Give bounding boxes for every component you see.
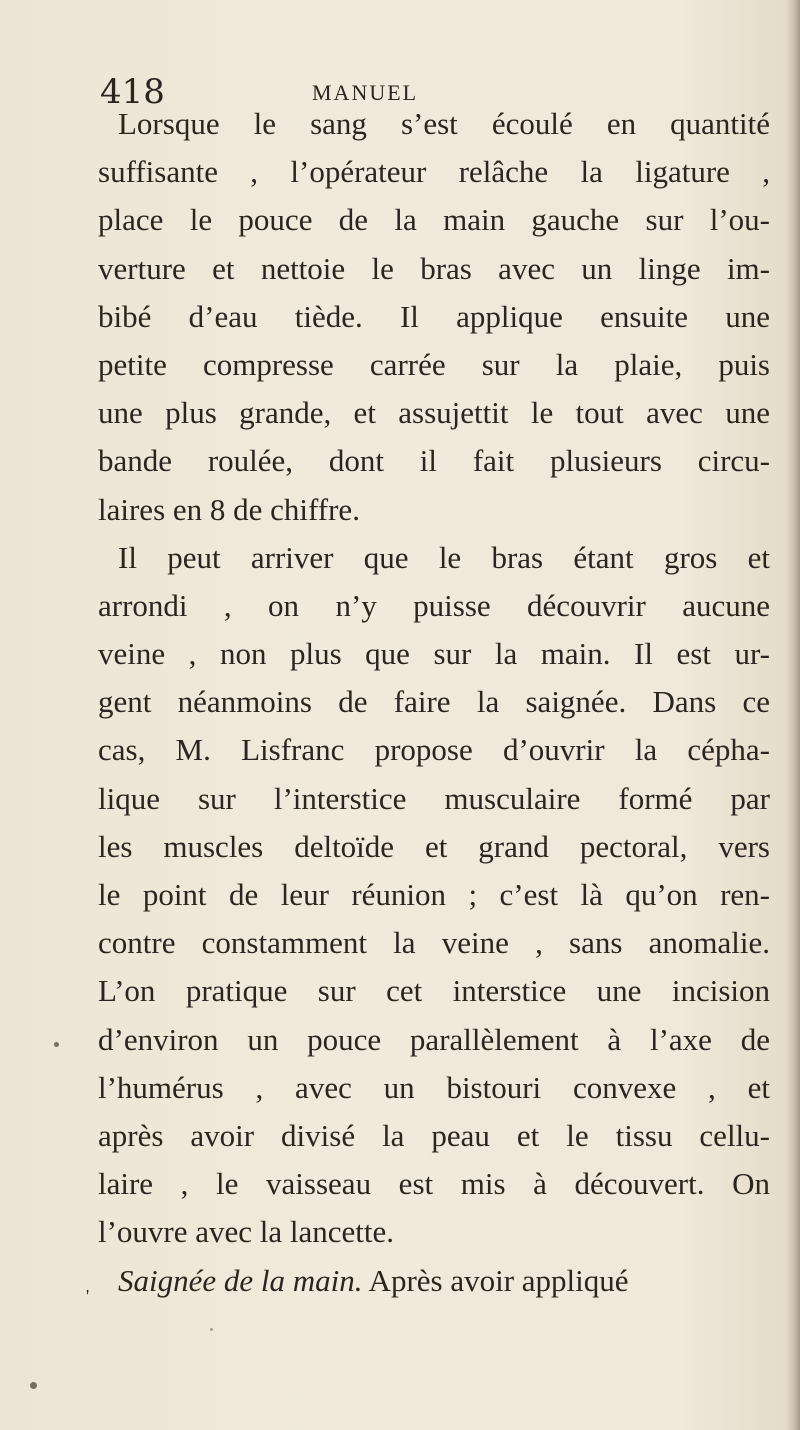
text-line: arrondi , on n’y puisse découvrir aucune	[98, 587, 770, 623]
text-line: Il peut arriver que le bras étant gros et	[118, 539, 770, 575]
text-line: les muscles deltoïde et grand pectoral, vers	[98, 828, 770, 864]
text-line: laire , le vaisseau est mis à découvert. On	[98, 1166, 770, 1202]
text-line: place le pouce de la main gauche sur l’ou-	[98, 202, 770, 238]
text-line: contre constamment la veine , sans anomalie.	[98, 925, 770, 961]
footnote-line	[98, 1257, 770, 1305]
text-line: cas, M. Lisfranc propose d’ouvrir la cépha-	[98, 732, 770, 768]
text-line: après avoir divisé la peau et le tissu cellu-	[98, 1117, 770, 1153]
paper-speck	[210, 1328, 213, 1331]
footnote-text: Après avoir appliqué	[362, 1262, 629, 1298]
text-line: Lorsque le sang s’est écoulé en quantité	[118, 106, 770, 141]
paper-speck	[30, 1382, 37, 1389]
text-line: veine , non plus que sur la main. Il est ur-	[98, 636, 770, 672]
text-line: verture et nettoie le bras avec un linge im-	[98, 250, 770, 286]
text-line: d’environ un pouce parallèlement à l’axe de	[98, 1021, 770, 1057]
text-line: le point de leur réunion ; c’est là qu’on ren-	[98, 877, 770, 912]
text-line: l’ouvre avec la lancette.	[98, 1214, 395, 1250]
footnote-italic-text: Saignée de la main.	[118, 1262, 363, 1298]
footnote-mark: '	[86, 1286, 90, 1306]
text-line: suffisante , l’opérateur relâche la ligature ,	[98, 154, 770, 190]
page-number: 418	[100, 72, 165, 112]
body-text	[98, 100, 770, 1305]
text-line: bibé d’eau tiède. Il applique ensuite une	[98, 298, 770, 334]
text-line: L’on pratique sur cet interstice une incision	[98, 973, 770, 1009]
text-line: petite compresse carrée sur la plaie, puis	[98, 346, 770, 382]
text-line: lique sur l’interstice musculaire formé par	[98, 780, 770, 816]
text-line: gent néanmoins de faire la saignée. Dans ce	[98, 684, 770, 720]
page-edge-shadow	[786, 0, 800, 1430]
running-title: MANUEL	[312, 80, 419, 105]
text-line: laires en 8 de chiffre.	[98, 491, 360, 527]
text-line: une plus grande, et assujettit le tout avec une	[98, 395, 770, 431]
text-line: bande roulée, dont il fait plusieurs circu-	[98, 443, 770, 479]
text-line: l’humérus , avec un bistouri convexe , et	[98, 1069, 770, 1105]
paper-speck	[54, 1042, 59, 1047]
